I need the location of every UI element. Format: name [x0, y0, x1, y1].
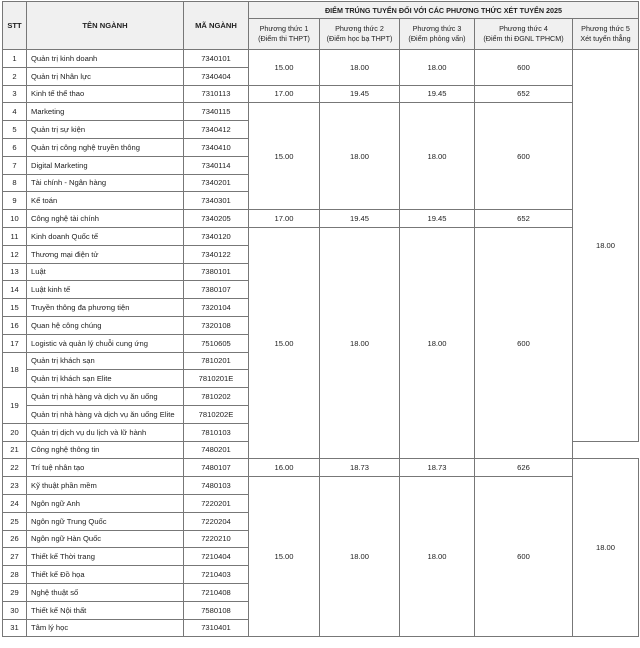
score-m5-cell: 18.00 [573, 50, 639, 442]
code-cell: 7340410 [184, 138, 249, 156]
code-cell: 7340205 [184, 210, 249, 228]
score-m2-cell: 18.73 [320, 459, 400, 477]
code-cell: 7810202 [184, 388, 249, 406]
stt-cell: 17 [3, 334, 27, 352]
code-cell: 7340122 [184, 245, 249, 263]
name-cell: Công nghệ thông tin [27, 441, 184, 459]
stt-cell: 15 [3, 299, 27, 317]
stt-cell: 1 [3, 50, 27, 68]
score-m3-cell: 18.00 [400, 227, 475, 458]
code-cell: 7340120 [184, 227, 249, 245]
stt-cell: 19 [3, 388, 27, 424]
score-m3-cell: 18.00 [400, 477, 475, 637]
stt-cell: 8 [3, 174, 27, 192]
name-cell: Quản trị kinh doanh [27, 50, 184, 68]
code-cell: 7340404 [184, 67, 249, 85]
name-cell: Kinh doanh Quốc tế [27, 227, 184, 245]
name-cell: Truyền thông đa phương tiện [27, 299, 184, 317]
code-cell: 7220201 [184, 494, 249, 512]
stt-cell: 26 [3, 530, 27, 548]
header-stt: STT [3, 2, 27, 50]
table-row [3, 85, 639, 103]
score-m5-cell: 18.00 [573, 459, 639, 637]
code-cell: 7810201E [184, 370, 249, 388]
score-m4-cell: 652 [475, 85, 573, 103]
code-cell: 7510605 [184, 334, 249, 352]
stt-cell: 21 [3, 441, 27, 459]
name-cell: Marketing [27, 103, 184, 121]
score-m1-cell: 17.00 [249, 210, 320, 228]
stt-cell: 27 [3, 548, 27, 566]
score-m4-cell: 652 [475, 210, 573, 228]
stt-cell: 14 [3, 281, 27, 299]
stt-cell: 13 [3, 263, 27, 281]
code-cell: 7210408 [184, 583, 249, 601]
score-m2-cell: 19.45 [320, 210, 400, 228]
stt-cell: 23 [3, 477, 27, 495]
name-cell: Ngôn ngữ Anh [27, 494, 184, 512]
stt-cell: 12 [3, 245, 27, 263]
name-cell: Quản trị nhà hàng và dịch vụ ăn uống Elite [27, 405, 184, 423]
score-m2-cell: 19.45 [320, 85, 400, 103]
name-cell: Công nghệ tài chính [27, 210, 184, 228]
stt-cell: 3 [3, 85, 27, 103]
code-cell: 7210403 [184, 566, 249, 584]
table-row [3, 477, 639, 495]
stt-cell: 30 [3, 601, 27, 619]
score-m1-cell: 15.00 [249, 50, 320, 86]
code-cell: 7320108 [184, 316, 249, 334]
score-m4-cell: 600 [475, 477, 573, 637]
table-row [3, 50, 639, 68]
table-row [3, 103, 639, 121]
code-cell: 7340301 [184, 192, 249, 210]
stt-cell: 5 [3, 121, 27, 139]
header-method-2: Phương thức 2 (Điểm học bạ THPT) [320, 19, 400, 50]
score-m2-cell: 18.00 [320, 477, 400, 637]
code-cell: 7810201 [184, 352, 249, 370]
name-cell: Kinh tế thể thao [27, 85, 184, 103]
name-cell: Quản trị dịch vụ du lịch và lữ hành [27, 423, 184, 441]
name-cell: Quản trị khách sạn Elite [27, 370, 184, 388]
name-cell: Quản trị Nhân lực [27, 67, 184, 85]
stt-cell: 4 [3, 103, 27, 121]
name-cell: Luật kinh tế [27, 281, 184, 299]
code-cell: 7380107 [184, 281, 249, 299]
code-cell: 7220210 [184, 530, 249, 548]
stt-cell: 10 [3, 210, 27, 228]
code-cell: 7480201 [184, 441, 249, 459]
score-m4-cell: 626 [475, 459, 573, 477]
score-m1-cell: 17.00 [249, 85, 320, 103]
header-method-5: Phương thức 5 Xét tuyển thẳng [573, 19, 639, 50]
code-cell: 7580108 [184, 601, 249, 619]
code-cell: 7340201 [184, 174, 249, 192]
name-cell: Tài chính - Ngân hàng [27, 174, 184, 192]
code-cell: 7810202E [184, 405, 249, 423]
header-method-4: Phương thức 4 (Điểm thi ĐGNL TPHCM) [475, 19, 573, 50]
stt-cell: 9 [3, 192, 27, 210]
name-cell: Quản trị công nghệ truyền thông [27, 138, 184, 156]
code-cell: 7380101 [184, 263, 249, 281]
stt-cell: 7 [3, 156, 27, 174]
score-m1-cell: 15.00 [249, 477, 320, 637]
score-m3-cell: 19.45 [400, 210, 475, 228]
name-cell: Quản trị nhà hàng và dịch vụ ăn uống [27, 388, 184, 406]
code-cell: 7210404 [184, 548, 249, 566]
name-cell: Luật [27, 263, 184, 281]
code-cell: 7340101 [184, 50, 249, 68]
table-row [3, 459, 639, 477]
score-m4-cell: 600 [475, 50, 573, 86]
code-cell: 7310113 [184, 85, 249, 103]
header-method-1: Phương thức 1 (Điểm thi THPT) [249, 19, 320, 50]
score-m3-cell: 18.00 [400, 50, 475, 86]
table-row [3, 210, 639, 228]
code-cell: 7340412 [184, 121, 249, 139]
score-m1-cell: 15.00 [249, 227, 320, 458]
stt-cell: 29 [3, 583, 27, 601]
score-m3-cell: 19.45 [400, 85, 475, 103]
name-cell: Trí tuệ nhân tạo [27, 459, 184, 477]
stt-cell: 6 [3, 138, 27, 156]
name-cell: Digital Marketing [27, 156, 184, 174]
name-cell: Tâm lý học [27, 619, 184, 637]
name-cell: Nghệ thuật số [27, 583, 184, 601]
score-m3-cell: 18.73 [400, 459, 475, 477]
score-m2-cell: 18.00 [320, 227, 400, 458]
stt-cell: 2 [3, 67, 27, 85]
name-cell: Thiết kế Đồ họa [27, 566, 184, 584]
stt-cell: 18 [3, 352, 27, 388]
score-m4-cell: 600 [475, 103, 573, 210]
score-m3-cell: 18.00 [400, 103, 475, 210]
score-m1-cell: 16.00 [249, 459, 320, 477]
name-cell: Thiết kế Thời trang [27, 548, 184, 566]
name-cell: Ngôn ngữ Trung Quốc [27, 512, 184, 530]
stt-cell: 22 [3, 459, 27, 477]
header-group-title: ĐIỂM TRÚNG TUYỂN ĐỐI VỚI CÁC PHƯƠNG THỨC XÉT TUYỂN 2025 [249, 2, 639, 19]
score-m2-cell: 18.00 [320, 103, 400, 210]
name-cell: Kỹ thuật phần mềm [27, 477, 184, 495]
score-m1-cell: 15.00 [249, 103, 320, 210]
code-cell: 7220204 [184, 512, 249, 530]
code-cell: 7340114 [184, 156, 249, 174]
header-ma-nganh: MÃ NGÀNH [184, 2, 249, 50]
name-cell: Quan hệ công chúng [27, 316, 184, 334]
name-cell: Quản trị sự kiện [27, 121, 184, 139]
name-cell: Quản trị khách sạn [27, 352, 184, 370]
stt-cell: 20 [3, 423, 27, 441]
header-method-3: Phương thức 3 (Điểm phỏng vấn) [400, 19, 475, 50]
name-cell: Kế toán [27, 192, 184, 210]
name-cell: Logistic và quản lý chuỗi cung ứng [27, 334, 184, 352]
admission-score-table [2, 1, 639, 637]
stt-cell: 28 [3, 566, 27, 584]
stt-cell: 31 [3, 619, 27, 637]
stt-cell: 24 [3, 494, 27, 512]
name-cell: Thương mại điện tử [27, 245, 184, 263]
name-cell: Thiết kế Nội thất [27, 601, 184, 619]
stt-cell: 16 [3, 316, 27, 334]
stt-cell: 25 [3, 512, 27, 530]
score-m2-cell: 18.00 [320, 50, 400, 86]
name-cell: Ngôn ngữ Hàn Quốc [27, 530, 184, 548]
stt-cell: 11 [3, 227, 27, 245]
code-cell: 7480107 [184, 459, 249, 477]
code-cell: 7340115 [184, 103, 249, 121]
header-ten-nganh: TÊN NGÀNH [27, 2, 184, 50]
table-row [3, 227, 639, 245]
code-cell: 7480103 [184, 477, 249, 495]
code-cell: 7810103 [184, 423, 249, 441]
code-cell: 7320104 [184, 299, 249, 317]
score-m4-cell: 600 [475, 227, 573, 458]
code-cell: 7310401 [184, 619, 249, 637]
